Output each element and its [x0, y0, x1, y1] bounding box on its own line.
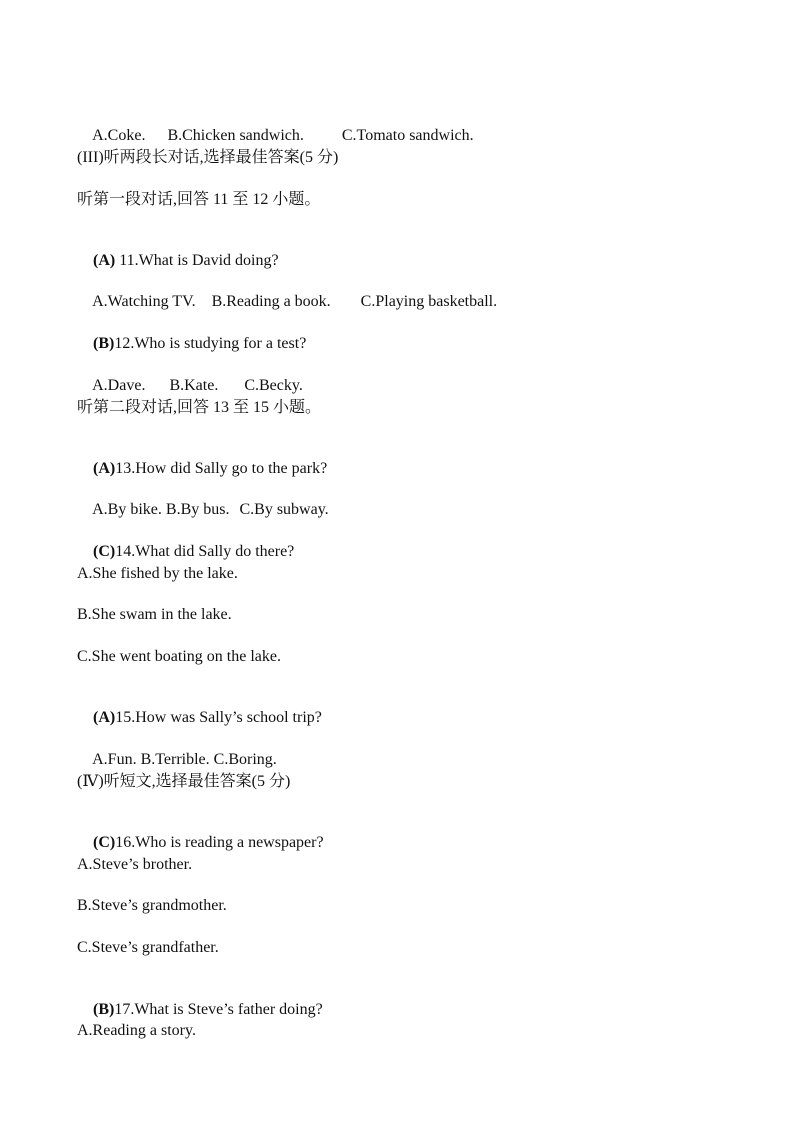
question-text: 11.What is David doing? [115, 252, 279, 269]
answer-marker: (B) [93, 335, 115, 352]
option-b: B.Terrible. [140, 751, 210, 768]
option-c: C.Steve’s grandfather. [77, 939, 219, 956]
question-text: 15.How was Sally’s school trip? [115, 709, 322, 726]
question-text: 14.What did Sally do there? [115, 543, 295, 560]
option-a: A.Coke. [92, 127, 146, 144]
option-c: C.Tomato sandwich. [341, 127, 474, 144]
option-c: C.Boring. [213, 751, 277, 768]
option-b: B.Steve’s grandmother. [77, 897, 227, 914]
option-a: A.Fun. [92, 751, 137, 768]
answer-marker: (C) [93, 834, 116, 851]
section-heading: (III)听两段长对话,选择最佳答案(5 分) [77, 149, 339, 166]
option-c: C.By subway. [239, 501, 329, 518]
dialogue-instruction: 听第二段对话,回答 13 至 15 小题。 [77, 399, 322, 416]
option-a: A.Steve’s brother. [77, 856, 193, 873]
option-a: A.By bike. [92, 501, 162, 518]
option-a: A.She fished by the lake. [77, 565, 238, 582]
question-text: 12.Who is studying for a test? [114, 335, 307, 352]
answer-marker: (A) [93, 709, 116, 726]
option-b: B.Kate. [169, 377, 219, 394]
option-b: B.She swam in the lake. [77, 606, 232, 623]
option-a: A.Watching TV. [92, 293, 196, 310]
question-text: 13.How did Sally go to the park? [115, 460, 328, 477]
option-b: B.Chicken sandwich. [167, 127, 304, 144]
answer-marker: (A) [93, 252, 116, 269]
answer-marker: (A) [93, 460, 116, 477]
option-b: B.Reading a book. [211, 293, 331, 310]
question-text: 17.What is Steve’s father doing? [114, 1001, 323, 1018]
dialogue-instruction: 听第一段对话,回答 11 至 12 小题。 [77, 191, 321, 208]
option-a: A.Reading a story. [77, 1022, 196, 1039]
option-b: B.By bus. [165, 501, 230, 518]
section-heading: (Ⅳ)听短文,选择最佳答案(5 分) [77, 773, 291, 790]
option-c: C.She went boating on the lake. [77, 648, 281, 665]
question-text: 16.Who is reading a newspaper? [115, 834, 324, 851]
answer-marker: (B) [93, 1001, 115, 1018]
option-a: A.Dave. [92, 377, 146, 394]
option-c: C.Becky. [244, 377, 303, 394]
answer-marker: (C) [93, 543, 116, 560]
option-c: C.Playing basketball. [360, 293, 498, 310]
